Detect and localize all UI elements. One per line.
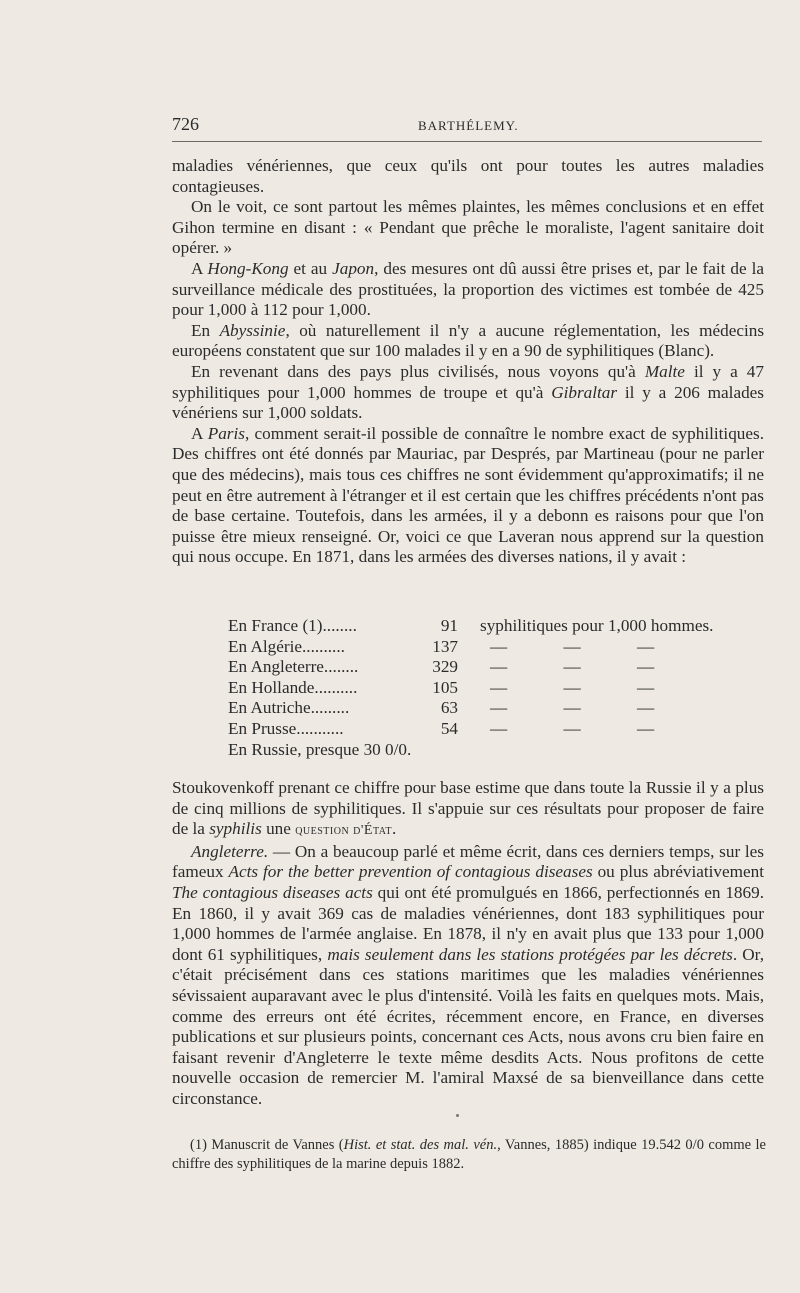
table-row	[228, 698, 748, 719]
row-label: En Prusse...........	[228, 718, 344, 738]
row-label: En Hollande..........	[228, 677, 358, 697]
table-row-russia	[228, 740, 748, 761]
row-value: 63	[440, 698, 458, 718]
row-unit: syphilitiques pour 1,000 hommes.	[480, 616, 714, 635]
paragraph-paris: A Paris, comment serait-il possible de connaître le nombre exact de syphilitiques. Des chiffres ont été donnés par Mauriac, par Després, par Martineau (pour ne parler que des médecins), mais tous ces chiffres ne sont évidemment qu'approximatifs; il ne peut en être autrement à l'étranger et il est certain que les chiffres précédents n'ont pas de base certaine. Toutefois, dans les armées, il y a debonn es raisons pour que l'on puisse être mieux renseigné. Or, voici ce que Laveran nous apprend sur la question qui nous occupe. En 1871, dans les armées des diverses nations, il y avait :	[172, 423, 764, 567]
row-label: En France (1)........	[228, 616, 357, 635]
row-value: 105	[432, 677, 458, 697]
header-rule	[172, 141, 762, 142]
table-row	[228, 616, 748, 637]
row-label: En Autriche.........	[228, 698, 350, 718]
running-head: BARTHÉLEMY.	[418, 118, 519, 133]
row-ditto: — — —	[490, 718, 681, 738]
row-label: En Angleterre........	[228, 657, 359, 677]
separator-dot	[456, 1114, 459, 1117]
row-value: 329	[432, 657, 458, 677]
paragraph-abyssinie: En Abyssinie, où naturellement il n'y a aucune réglementation, les médecins européens constatent que sur 100 malades il y en a 90 de syphilitiques (Blanc).	[172, 320, 765, 361]
row-label: En Russie, presque 30 0/0.	[228, 739, 412, 759]
syphilis-statistics-table	[228, 616, 748, 760]
row-value: 137	[432, 636, 458, 656]
row-value: 54	[440, 718, 458, 738]
paragraph-continuation: maladies vénériennes, que ceux qu'ils ont pour toutes les autres maladies contagieuses.	[172, 156, 764, 196]
row-ditto: — — —	[490, 677, 681, 697]
page-header	[172, 112, 764, 138]
footnote-text: (1) Manuscrit de Vannes (Hist. et stat. des mal. vén., Vannes, 1885) indique 19.542 0/0 comme le chiffre des syphilitiques de la marine depuis 1882.	[172, 1137, 766, 1172]
paragraph-stoukovenkoff: Stoukovenkoff prenant ce chiffre pour base estime que dans toute la Russie il y a plus de cinq millions de syphilitiques. Il s'appuie sur ces résultats pour proposer de faire de la syphilis une question d'État.	[172, 778, 764, 839]
table-row	[228, 719, 748, 740]
paragraph-hong-kong: A Hong-Kong et au Japon, des mesures ont dû aussi être prises et, par le fait de la surveillance médicale des prostituées, la proportion des victimes est tombée de 425 pour 1,000 à 112 pour 1,000.	[172, 258, 764, 320]
row-value: 91	[440, 616, 458, 635]
row-ditto: — — —	[490, 636, 681, 656]
table-row	[228, 637, 748, 658]
main-text	[172, 156, 764, 568]
main-text-continued	[172, 778, 764, 1110]
paragraph-malte: En revenant dans des pays plus civilisés, nous voyons qu'à Malte il y a 47 syphilitiques pour 1,000 hommes de troupe et qu'à Gibraltar il y a 206 malades vénériens sur 1,000 soldats.	[172, 361, 764, 423]
footnote	[172, 1136, 766, 1174]
page-number: 726	[172, 114, 199, 134]
paragraph-angleterre: Angleterre. — On a beaucoup parlé et même écrit, dans ces derniers temps, sur les fameux Acts for the better prevention of contagious diseases ou plus abréviativement The contagious diseases acts qui ont été promulgués en 1866, perfectionnés en 1869. En 1860, il y avait 369 cas de maladies vénériennes, dont 183 syphilitiques pour 1,000 hommes de l'armée anglaise. En 1878, il n'y en avait plus que 133 pour 1,000 dont 61 syphilitiques, mais seulement dans les stations protégées par les décrets. Or, c'était précisément dans ces stations maritimes que les maladies vénériennes sévissaient auparavant avec le plus d'intensité. Voilà les faits en quelques mots. Mais, comme des erreurs ont été écrites, récemment encore, en France, en diverses publications et sur plusieurs points, concernant ces Acts, nous avons cru bien faire en faisant revenir d'Angleterre le texte même desdits Acts. Nous profitons de cette nouvelle occasion de remercier M. l'amiral Maxsé de sa bienveillance dans cette circonstance.	[172, 841, 765, 1108]
paragraph-gihon: On le voit, ce sont partout les mêmes plaintes, les mêmes conclusions et en effet Gihon termine en disant : « Pendant que prêche le moraliste, l'agent sanitaire doit opérer. »	[172, 197, 764, 258]
table-row	[228, 678, 748, 699]
row-label: En Algérie..........	[228, 636, 345, 656]
table-row	[228, 657, 748, 678]
row-ditto: — — —	[490, 657, 681, 677]
row-ditto: — — —	[490, 698, 681, 718]
